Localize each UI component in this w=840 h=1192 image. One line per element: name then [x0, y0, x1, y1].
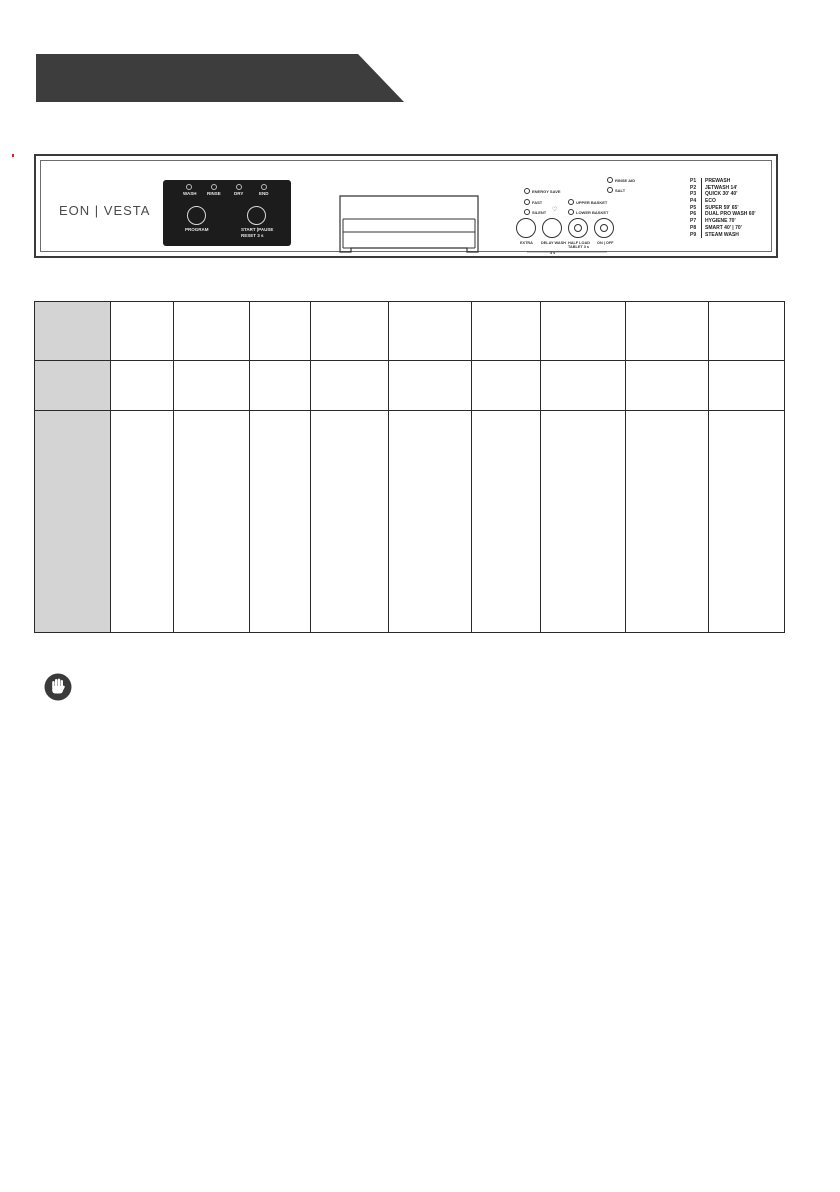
- table-cell: [174, 411, 250, 633]
- program-button[interactable]: [187, 206, 206, 225]
- control-panel-frame: [40, 160, 772, 255]
- on-off-label: ON | OFF: [597, 241, 614, 245]
- end-label: END: [259, 191, 269, 196]
- rinse-aid-led-icon: [607, 177, 613, 183]
- table-cell: [174, 302, 250, 361]
- program-table: [34, 301, 785, 633]
- extra-label: EXTRA: [520, 241, 533, 245]
- table-cell: [311, 361, 389, 411]
- display-window: [339, 195, 479, 254]
- brand-logo: EON | VESTA: [59, 203, 151, 218]
- rinse-led-icon: [211, 184, 217, 190]
- wash-label: WASH: [183, 191, 197, 196]
- silent-led-icon: [524, 209, 530, 215]
- table-header-cell: [35, 361, 111, 411]
- half-load-led-icon: [574, 224, 582, 232]
- end-led-icon: [261, 184, 267, 190]
- half-load-label: HALF LOAD: [568, 241, 590, 245]
- page-marker: [12, 154, 14, 157]
- fast-label: FAST: [532, 200, 543, 205]
- upper-basket-label: UPPER BASKET: [576, 200, 608, 205]
- table-cell: [472, 411, 541, 633]
- table-cell: [709, 411, 785, 633]
- lower-basket-led-icon: [568, 209, 574, 215]
- reset-label: RESET 3 s: [241, 233, 264, 238]
- table-cell: [311, 411, 389, 633]
- table-cell: [541, 411, 626, 633]
- table-cell: [541, 302, 626, 361]
- on-off-button[interactable]: [594, 218, 614, 238]
- table-cell: [389, 361, 472, 411]
- table-row: [35, 411, 785, 633]
- control-panel: [34, 154, 778, 258]
- heart-icon: ♡: [552, 207, 558, 213]
- energy-save-label: ENERGY SAVE: [532, 189, 561, 194]
- program-control-box: [163, 180, 291, 246]
- rinse-aid-label: RINSE AID: [615, 178, 636, 183]
- table-header-cell: [35, 411, 111, 633]
- program-list: P1 PREWASH P2 JETWASH 14' P3 QUICK 30' 40' P4 ECO P5 SUPER 59' 65' P6 DUAL PRO WASH 60' P7 HYGIENE 70' P8 SMART 40' | 70' P9 STEAM WASH: [690, 178, 756, 238]
- section-header-tab: [36, 54, 404, 102]
- table-cell: [709, 361, 785, 411]
- on-off-led-icon: [600, 224, 608, 232]
- silent-label: SILENT: [532, 210, 547, 215]
- table-cell: [111, 411, 174, 633]
- table-cell: [389, 411, 472, 633]
- half-load-button[interactable]: [568, 218, 588, 238]
- hand-stop-icon: [44, 673, 72, 701]
- fast-led-icon: [524, 199, 530, 205]
- button-group-bracket: [527, 249, 607, 254]
- dry-label: DRY: [234, 191, 244, 196]
- wash-led-icon: [186, 184, 192, 190]
- tablet-label: TABLET 3 s: [568, 245, 590, 249]
- upper-basket-led-icon: [568, 199, 574, 205]
- dry-led-icon: [236, 184, 242, 190]
- delay-wash-label: DELAY WASH: [541, 241, 566, 245]
- table-cell: [626, 361, 709, 411]
- table-header-cell: [35, 302, 111, 361]
- table-cell: [626, 411, 709, 633]
- start-pause-button[interactable]: [247, 206, 266, 225]
- rinse-label: RINSE: [207, 191, 221, 196]
- table-cell: [541, 361, 626, 411]
- energy-save-led-icon: [524, 188, 530, 194]
- salt-label: SALT: [615, 188, 626, 193]
- table-row: [35, 302, 785, 361]
- table-cell: [472, 361, 541, 411]
- table-cell: [389, 302, 472, 361]
- table-cell: [250, 411, 311, 633]
- table-cell: [250, 361, 311, 411]
- table-cell: [709, 302, 785, 361]
- extra-button[interactable]: [516, 218, 536, 238]
- start-pause-label: START |PAUSE: [241, 227, 274, 232]
- table-row: [35, 361, 785, 411]
- table-cell: [626, 302, 709, 361]
- salt-led-icon: [607, 187, 613, 193]
- table-cell: [311, 302, 389, 361]
- table-cell: [174, 361, 250, 411]
- table-cell: [250, 302, 311, 361]
- button-group-label: 3 s: [550, 251, 556, 255]
- lower-basket-label: LOWER BASKET: [576, 210, 609, 215]
- delay-wash-button[interactable]: [542, 218, 562, 238]
- table-cell: [111, 302, 174, 361]
- table-cell: [472, 302, 541, 361]
- table-cell: [111, 361, 174, 411]
- program-button-label: PROGRAM: [185, 227, 209, 232]
